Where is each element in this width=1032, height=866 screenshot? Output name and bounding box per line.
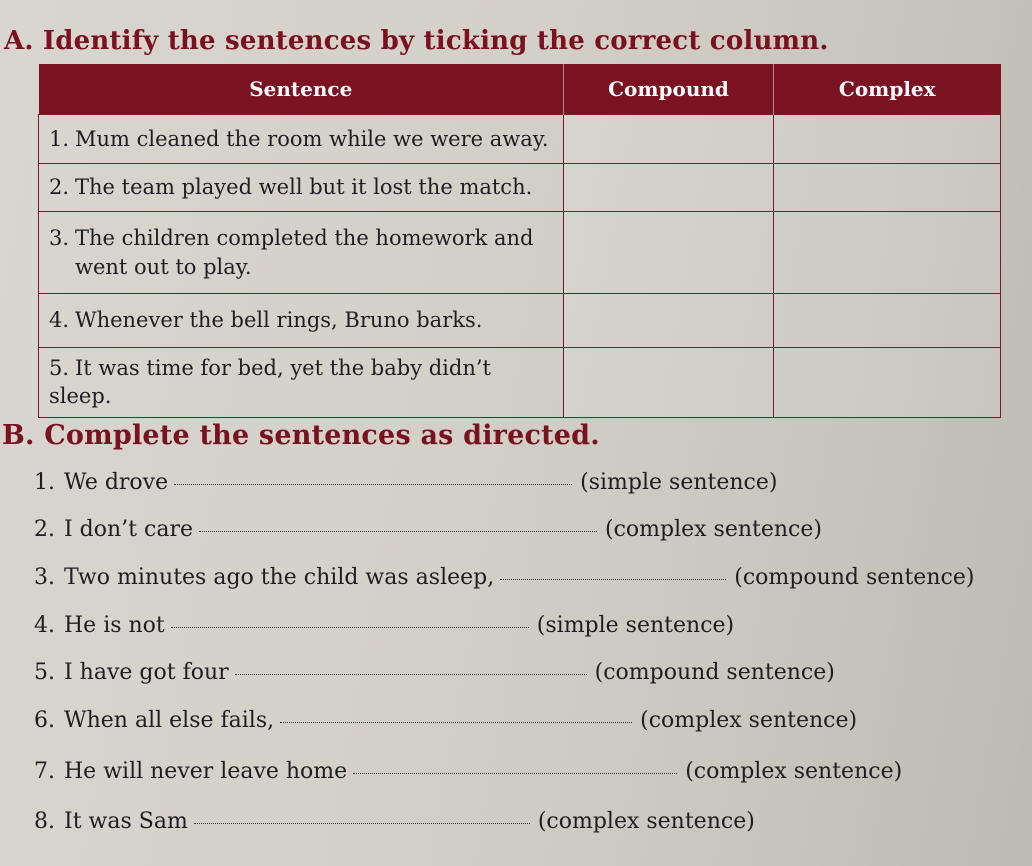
item-number: 6. — [34, 708, 55, 733]
sentence-cell — [39, 348, 564, 418]
item-direction: (compound sentence) — [734, 565, 975, 590]
row-number: 5. — [49, 356, 70, 380]
answer-blank[interactable] — [280, 721, 632, 723]
item-text: When all else fails, — [64, 708, 275, 733]
sentence-cell — [39, 294, 564, 348]
item-direction: (complex sentence) — [537, 809, 755, 834]
answer-blank[interactable] — [194, 822, 530, 824]
row-number: 2. — [49, 175, 70, 200]
table-header-row — [39, 64, 1001, 115]
identify-table — [38, 64, 1001, 418]
column-header-complex: Complex — [774, 64, 1001, 115]
exercise-item — [34, 517, 822, 542]
exercise-item — [34, 565, 974, 590]
table-row — [39, 164, 1001, 212]
answer-blank[interactable] — [500, 578, 726, 580]
answer-blank[interactable] — [353, 772, 677, 774]
item-number: 3. — [34, 565, 55, 590]
sentence-text: The children completed the homework and — [75, 226, 534, 251]
sentence-text: It was time for bed, yet the baby didn’t sleep. — [49, 356, 491, 409]
complex-tick-cell[interactable] — [774, 348, 1001, 418]
row-number: 3. — [49, 226, 70, 251]
exercise-item — [34, 759, 902, 784]
sentence-text: Whenever the bell rings, Bruno barks. — [75, 308, 483, 333]
compound-tick-cell[interactable] — [564, 164, 774, 212]
item-number: 2. — [34, 517, 55, 542]
item-text: We drove — [64, 470, 169, 495]
exercise-item — [34, 708, 857, 733]
item-number: 4. — [34, 613, 55, 638]
compound-tick-cell[interactable] — [564, 348, 774, 418]
sentence-text: Mum cleaned the room while we were away. — [75, 126, 549, 151]
item-direction: (compound sentence) — [594, 660, 835, 685]
compound-tick-cell[interactable] — [564, 115, 774, 164]
item-direction: (complex sentence) — [685, 759, 903, 784]
complex-tick-cell[interactable] — [774, 212, 1001, 294]
table-row — [39, 115, 1001, 164]
row-number: 1. — [49, 126, 70, 151]
exercise-item — [34, 660, 835, 685]
complex-tick-cell[interactable] — [774, 164, 1001, 212]
item-text: I don’t care — [64, 517, 193, 542]
answer-blank[interactable] — [174, 483, 572, 485]
complex-tick-cell[interactable] — [774, 115, 1001, 164]
exercise-item — [34, 613, 734, 638]
sentence-text: The team played well but it lost the match. — [75, 175, 533, 200]
answer-blank[interactable] — [199, 530, 597, 532]
item-number: 8. — [34, 809, 55, 834]
item-text: He is not — [64, 613, 165, 638]
item-direction: (simple sentence) — [580, 470, 778, 495]
item-number: 1. — [34, 470, 55, 495]
row-number: 4. — [49, 308, 70, 333]
answer-blank[interactable] — [235, 673, 587, 675]
compound-tick-cell[interactable] — [564, 212, 774, 294]
exercise-item — [34, 470, 777, 495]
item-text: He will never leave home — [64, 759, 348, 784]
exercise-item — [34, 809, 755, 834]
item-text: I have got four — [64, 660, 229, 685]
item-text: Two minutes ago the child was asleep, — [64, 565, 495, 590]
compound-tick-cell[interactable] — [564, 294, 774, 348]
item-number: 7. — [34, 759, 55, 784]
column-header-compound: Compound — [564, 64, 774, 115]
item-direction: (complex sentence) — [640, 708, 858, 733]
item-direction: (complex sentence) — [604, 517, 822, 542]
sentence-cell — [39, 212, 564, 294]
complex-tick-cell[interactable] — [774, 294, 1001, 348]
section-b-heading: B. Complete the sentences as directed. — [2, 420, 600, 451]
sentence-cell — [39, 115, 564, 164]
answer-blank[interactable] — [171, 626, 529, 628]
column-header-sentence: Sentence — [39, 64, 564, 115]
sentence-text-continued: went out to play. — [75, 254, 252, 279]
section-a-heading: A. Identify the sentences by ticking the correct column. — [4, 26, 829, 56]
sentence-cell — [39, 164, 564, 212]
item-direction: (simple sentence) — [536, 613, 735, 638]
item-number: 5. — [34, 660, 55, 685]
table-row — [39, 212, 1001, 294]
table-row — [39, 348, 1001, 418]
table-row — [39, 294, 1001, 348]
item-text: It was Sam — [64, 809, 188, 834]
